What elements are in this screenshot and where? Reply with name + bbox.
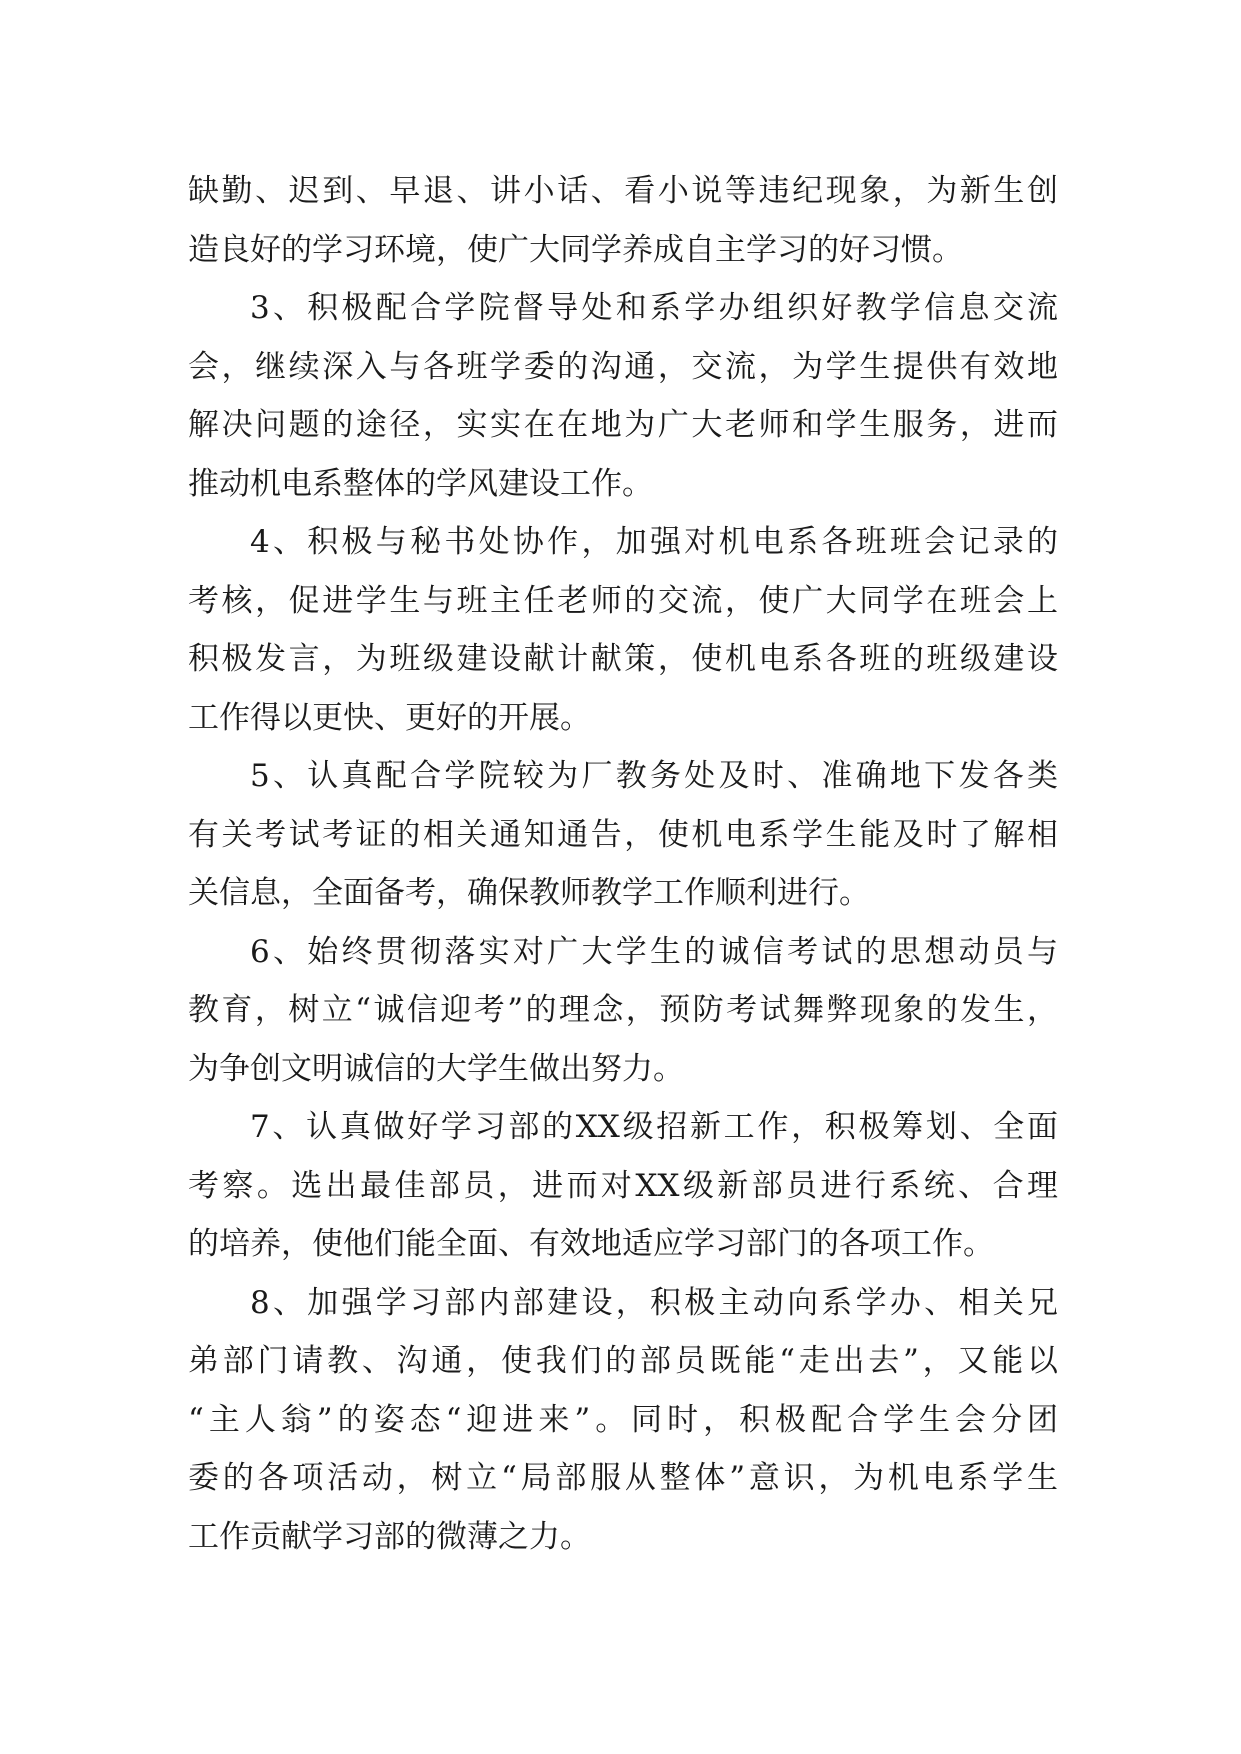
text-line: 会，继续深入与各班学委的沟通，交流，为学生提供有效地 — [188, 348, 1058, 385]
text-line: 3、积极配合学院督导处和系学办组织好教学信息交流 — [250, 290, 1058, 326]
text-line: “主人翁”的姿态“迎进来”。同时，积极配合学生会分团 — [188, 1401, 1058, 1438]
text-line: 关信息，全面备考，确保教师教学工作顺利进行。 — [188, 875, 870, 911]
text-line: 推动机电系整体的学风建设工作。 — [188, 465, 653, 502]
paragraph-continuation — [188, 162, 1058, 279]
text-line: 的培养，使他们能全面、有效地适应学习部门的各项工作。 — [188, 1226, 994, 1262]
paragraph-item-4 — [188, 513, 1058, 747]
paragraph-item-8 — [188, 1274, 1058, 1567]
text-line: 弟部门请教、沟通，使我们的部员既能“走出去”，又能以 — [188, 1343, 1058, 1379]
text-line: 考核，促进学生与班主任老师的交流，使广大同学在班会上 — [188, 582, 1058, 619]
text-line: 5、认真配合学院较为厂教务处及时、准确地下发各类 — [250, 758, 1058, 794]
text-line: 考察。选出最佳部员，进而对XX级新部员进行系统、合理 — [188, 1167, 1058, 1204]
text-line: 8、加强学习部内部建设，积极主动向系学办、相关兄 — [250, 1284, 1058, 1321]
text-line: 6、始终贯彻落实对广大学生的诚信考试的思想动员与 — [250, 933, 1058, 970]
text-line: 解决问题的途径，实实在在地为广大老师和学生服务，进而 — [188, 407, 1058, 443]
text-line: 有关考试考证的相关通知通告，使机电系学生能及时了解相 — [188, 816, 1058, 853]
text-line: 工作贡献学习部的微薄之力。 — [188, 1518, 591, 1555]
paragraph-item-3 — [188, 279, 1058, 513]
text-line: 4、积极与秘书处协作，加强对机电系各班班会记录的 — [250, 524, 1058, 560]
paragraph-item-6 — [188, 923, 1058, 1099]
text-line: 造良好的学习环境，使广大同学养成自主学习的好习惯。 — [188, 231, 963, 268]
paragraph-item-5 — [188, 747, 1058, 923]
paragraph-item-7 — [188, 1098, 1058, 1274]
text-line: 积极发言，为班级建设献计献策，使机电系各班的班级建设 — [188, 641, 1058, 677]
text-line: 工作得以更快、更好的开展。 — [188, 699, 591, 736]
text-line: 7、认真做好学习部的XX级招新工作，积极筹划、全面 — [250, 1109, 1058, 1145]
text-line: 缺勤、迟到、早退、讲小话、看小说等违纪现象，为新生创 — [188, 173, 1058, 209]
text-line: 委的各项活动，树立“局部服从整体”意识，为机电系学生 — [188, 1460, 1058, 1496]
text-line: 教育，树立“诚信迎考”的理念，预防考试舞弊现象的发生， — [188, 992, 1058, 1028]
document-body — [188, 162, 1058, 1566]
text-line: 为争创文明诚信的大学生做出努力。 — [188, 1050, 684, 1087]
